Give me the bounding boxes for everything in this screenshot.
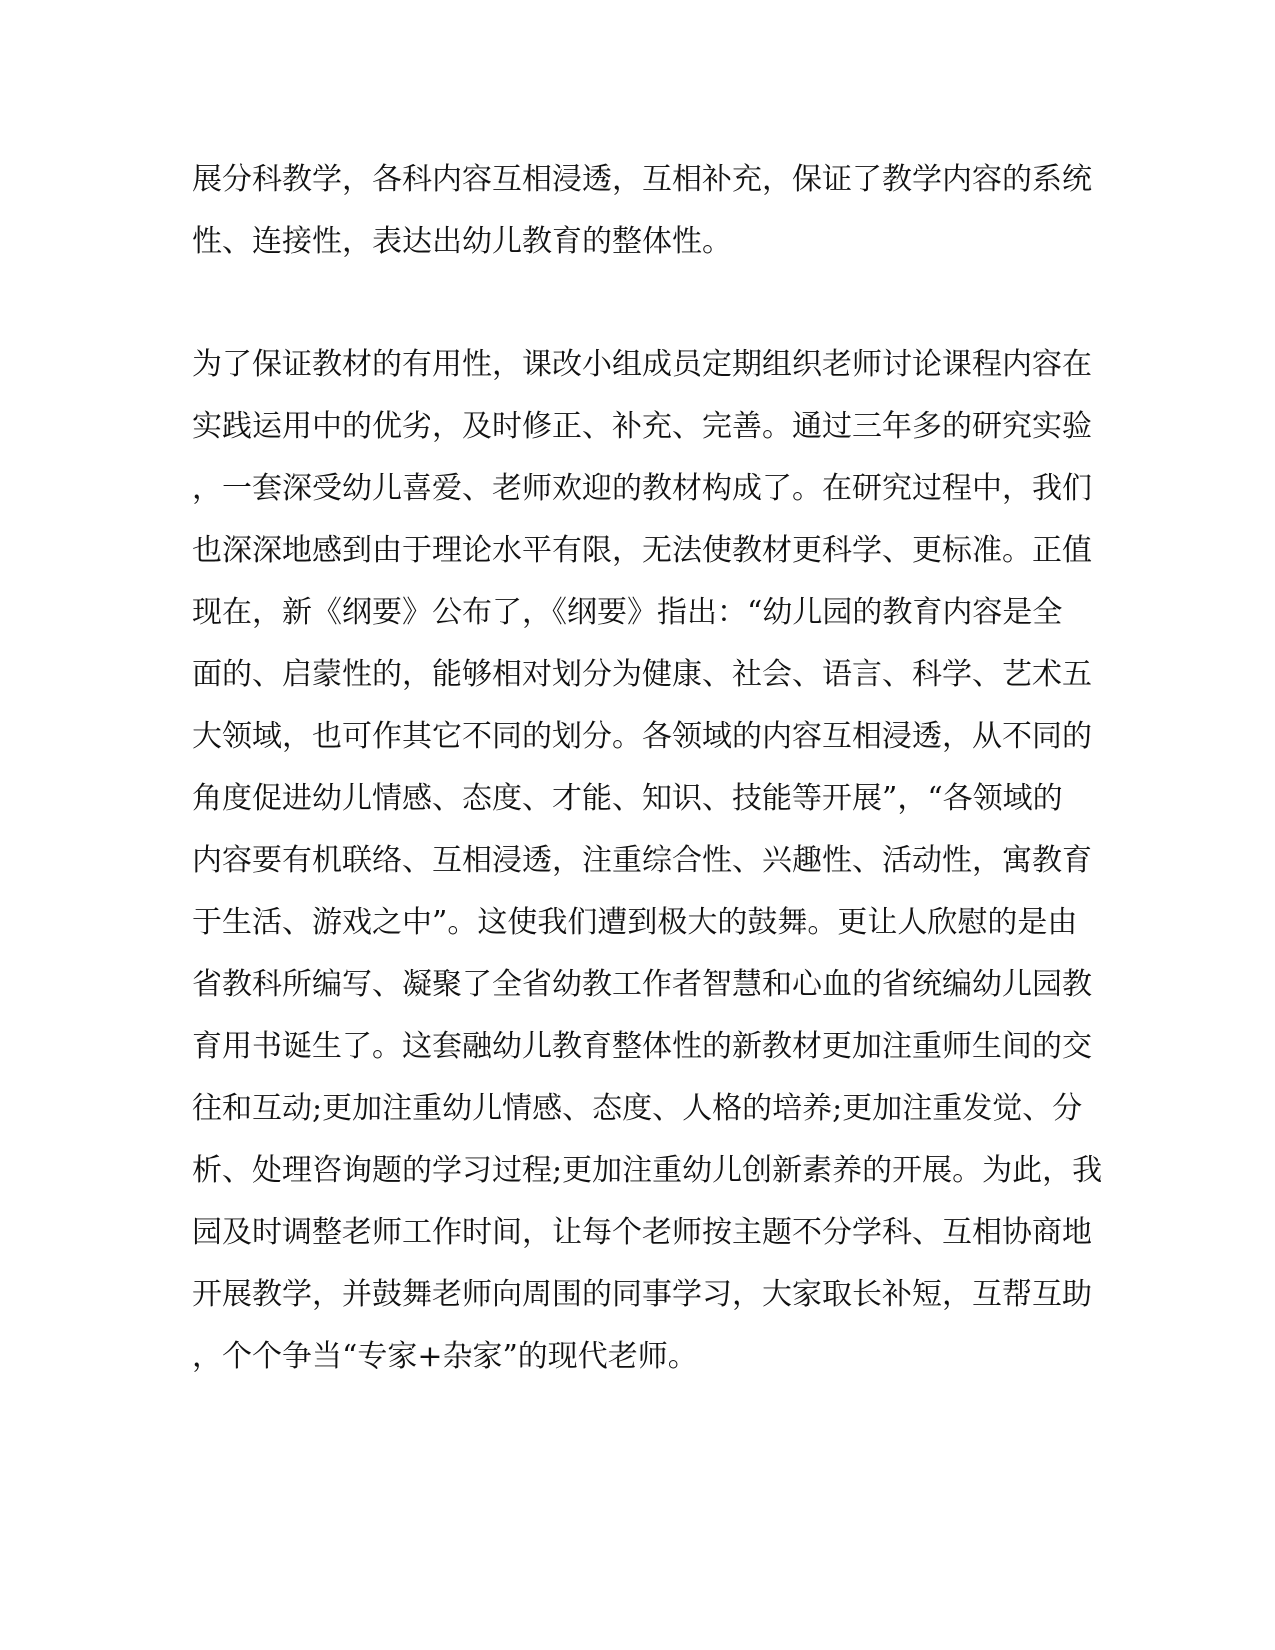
paragraph-line: 为了保证教材的有用性，课改小组成员定期组织老师讨论课程内容在 <box>192 347 1092 382</box>
paragraph-line: 析、处理咨询题的学习过程;更加注重幼儿创新素养的开展。为此，我 <box>192 1153 1103 1188</box>
paragraph-line: 大领域，也可作其它不同的划分。各领域的内容互相浸透，从不同的 <box>192 719 1092 754</box>
paragraph-line: ，个个争当“专家+杂家”的现代老师。 <box>192 1339 698 1374</box>
paragraph-line: 现在，新《纲要》公布了，《纲要》指出：“幼儿园的教育内容是全 <box>192 595 1063 630</box>
paragraph-line: 也深深地感到由于理论水平有限，无法使教材更科学、更标准。正值 <box>192 533 1092 568</box>
paragraph-line: 开展教学，并鼓舞老师向周围的同事学习，大家取长补短，互帮互助 <box>192 1277 1092 1312</box>
paragraph-line: 于生活、游戏之中”。这使我们遭到极大的鼓舞。更让人欣慰的是由 <box>192 905 1078 940</box>
paragraph-line: 性、连接性，表达出幼儿教育的整体性。 <box>192 224 732 259</box>
paragraph-line: 面的、启蒙性的，能够相对划分为健康、社会、语言、科学、艺术五 <box>192 657 1092 692</box>
paragraph-line: 角度促进幼儿情感、态度、才能、知识、技能等开展”，“各领域的 <box>192 781 1063 816</box>
paragraph-line: 省教科所编写、凝聚了全省幼教工作者智慧和心血的省统编幼儿园教 <box>192 967 1092 1002</box>
paragraph-line: 园及时调整老师工作时间，让每个老师按主题不分学科、互相协商地 <box>192 1215 1092 1250</box>
paragraph-line: 展分科教学，各科内容互相浸透，互相补充，保证了教学内容的系统 <box>192 162 1092 197</box>
paragraph-line: ，一套深受幼儿喜爱、老师欢迎的教材构成了。在研究过程中，我们 <box>192 471 1092 506</box>
paragraph-line: 往和互动;更加注重幼儿情感、态度、人格的培养;更加注重发觉、分 <box>192 1091 1083 1126</box>
paragraph-line: 实践运用中的优劣，及时修正、补充、完善。通过三年多的研究实验 <box>192 409 1092 444</box>
paragraph-line: 育用书诞生了。这套融幼儿教育整体性的新教材更加注重师生间的交 <box>192 1029 1092 1064</box>
paragraph-line: 内容要有机联络、互相浸透，注重综合性、兴趣性、活动性，寓教育 <box>192 843 1092 878</box>
